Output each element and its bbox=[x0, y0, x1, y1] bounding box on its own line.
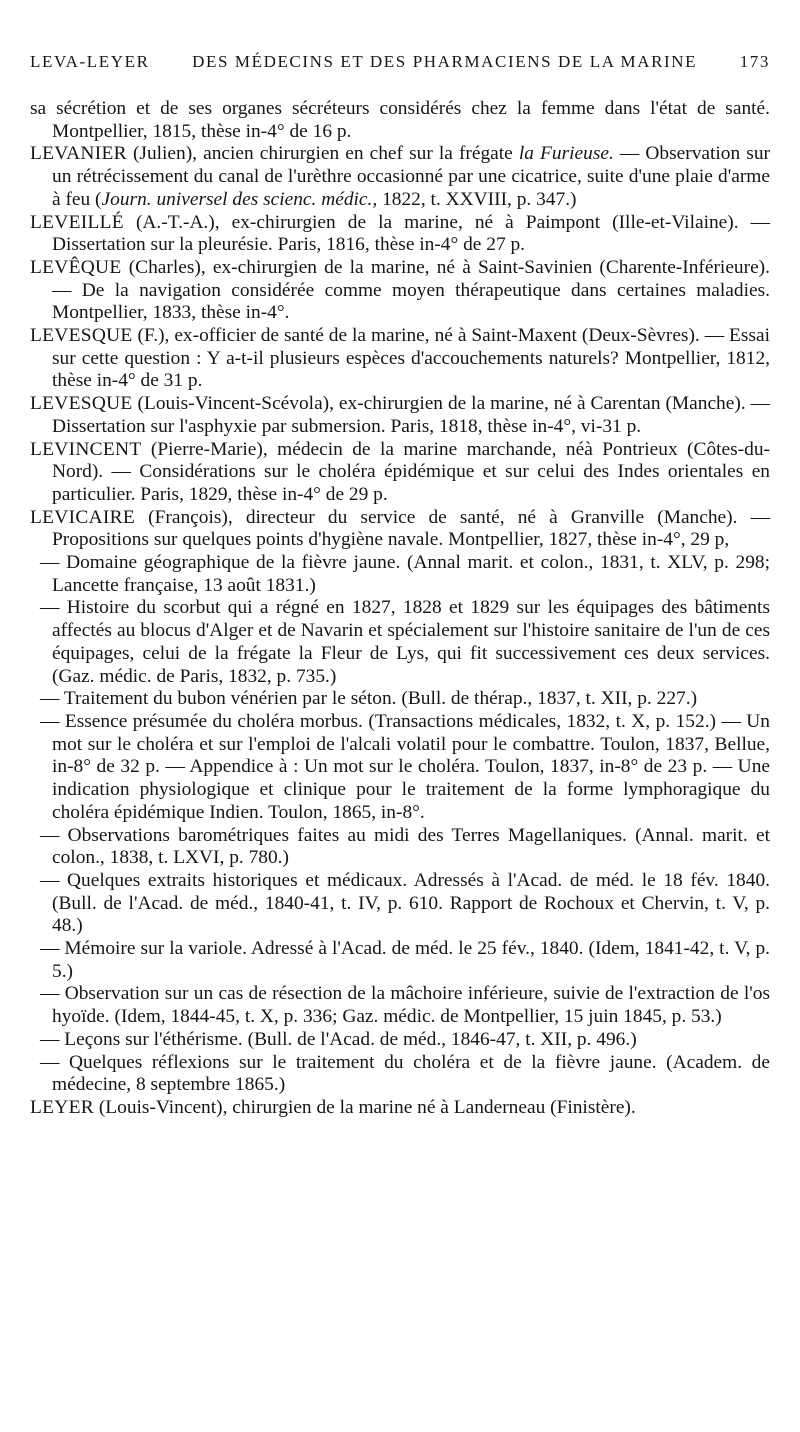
page-number: 173 bbox=[739, 52, 770, 71]
list-item: — Histoire du scorbut qui a régné en 1827, 1828 et 1829 sur les équipages des bâtiments affectés au blocus d'Alger et de Navarin et spécialement sur l'histoire sanitaire de l'un de ces équipages, celui de la frégate la Fleur de Lys, qui fit successivement ces deux services. (Gaz. médic. de Paris, 1832, p. 735.) bbox=[40, 597, 770, 687]
list-item: LEVINCENT (Pierre-Marie), médecin de la marine marchande, néà Pontrieux (Côtes-du-Nord). — Considérations sur le choléra épidémique et sur celui des Indes orientales en particulier. Paris, 1829, thèse in-4° de 29 p. bbox=[30, 438, 770, 505]
list-item: — Quelques extraits historiques et médicaux. Adressés à l'Acad. de méd. le 18 fév. 1840. (Bull. de l'Acad. de méd., 1840-41, t. IV, p. 610. Rapport de Rochoux et Chervin, t. V, p. 48.) bbox=[40, 869, 770, 937]
list-item: LEYER (Louis-Vincent), chirurgien de la marine né à Landerneau (Finistère). bbox=[30, 1096, 636, 1118]
list-item: sa sécrétion et de ses organes sécréteurs considérés chez la femme dans l'état de santé. Montpellier, 1815, thèse in-4° de 16 p. bbox=[30, 98, 770, 142]
list-item: — Leçons sur l'éthérisme. (Bull. de l'Acad. de méd., 1846-47, t. XII, p. 496.) bbox=[40, 1028, 637, 1050]
list-item: — Observation sur un cas de résection de la mâchoire inférieure, suivie de l'extraction de l'os hyoïde. (Idem, 1844-45, t. X, p. 336; Gaz. médic. de Montpellier, 15 juin 1845, p. 53.) bbox=[40, 983, 770, 1028]
list-item: LEVESQUE (F.), ex-officier de santé de la marine, né à Saint-Maxent (Deux-Sèvres). — Essai sur cette question : Y a-t-il plusieurs espèces d'accouchements naturels? Montpellier, 1812, thèse in-4° de 31 p. bbox=[30, 325, 770, 392]
list-item: — Essence présumée du choléra morbus. (Transactions médicales, 1832, t. X, p. 152.) — Un mot sur le choléra et sur l'emploi de l'alcali volatil pour le combattre. Toulon, 1837, Bellue, in-8° de 32 p. — Appendice à : Un mot sur le choléra. Toulon, 1837, in-8° de 23 p. — Une indication physiologique et clinique pour le traitement de la forme lymphoragique du choléra épidémique Indien. Toulon, 1865, in-8°. bbox=[40, 710, 770, 823]
page-header bbox=[30, 52, 770, 72]
list-item: LEVESQUE (Louis-Vincent-Scévola), ex-chirurgien de la marine, né à Carentan (Manche). — Dissertation sur l'asphyxie par submersion. Paris, 1818, thèse in-4°, vi-31 p. bbox=[30, 393, 770, 437]
list-item: — Domaine géographique de la fièvre jaune. (Annal marit. et colon., 1831, t. XLV, p. 298; Lancette française, 13 août 1831.) bbox=[40, 552, 770, 596]
list-item: LEVÊQUE (Charles), ex-chirurgien de la marine, né à Saint-Savinien (Charente-Inférieure). — De la navigation considérée comme moyen thérapeutique dans certaines maladies. Montpellier, 1833, thèse in-4°. bbox=[30, 256, 770, 324]
list-item: LEVICAIRE (François), directeur du service de santé, né à Granville (Manche). — Propositions sur quelques points d'hygiène navale. Montpellier, 1827, thèse in-4°, 29 p, bbox=[30, 506, 770, 551]
list-item: LEVANIER (Julien), ancien chirurgien en chef sur la frégate la Furieuse. — Observation sur un rétrécissement du canal de l'urèthre occasionné par une cicatrice, suite d'une plaie d'arme à feu (Journ. universel des scienc. médic., 1822, t. XXVIII, p. 347.) bbox=[30, 143, 770, 210]
list-item: — Traitement du bubon vénérien par le séton. (Bull. de thérap., 1837, t. XII, p. 227.) bbox=[40, 688, 698, 710]
entry-list bbox=[30, 98, 770, 1120]
running-head-left: LEVA-LEYER bbox=[30, 52, 150, 71]
list-item: LEVEILLÉ (A.-T.-A.), ex-chirurgien de la marine, né à Paimpont (Ille-et-Vilaine). — Dissertation sur la pleurésie. Paris, 1816, thèse in-4° de 27 p. bbox=[30, 211, 770, 256]
list-item: — Observations barométriques faites au midi des Terres Magellaniques. (Annal. marit. et colon., 1838, t. LXVI, p. 780.) bbox=[40, 824, 770, 869]
running-head-title: DES MÉDECINS ET DES PHARMACIENS DE LA MARINE bbox=[192, 52, 698, 71]
list-item: — Quelques réflexions sur le traitement du choléra et de la fièvre jaune. (Academ. de médecine, 8 septembre 1865.) bbox=[40, 1051, 770, 1096]
list-item: — Mémoire sur la variole. Adressé à l'Acad. de méd. le 25 fév., 1840. (Idem, 1841-42, t. V, p. 5.) bbox=[40, 938, 771, 982]
